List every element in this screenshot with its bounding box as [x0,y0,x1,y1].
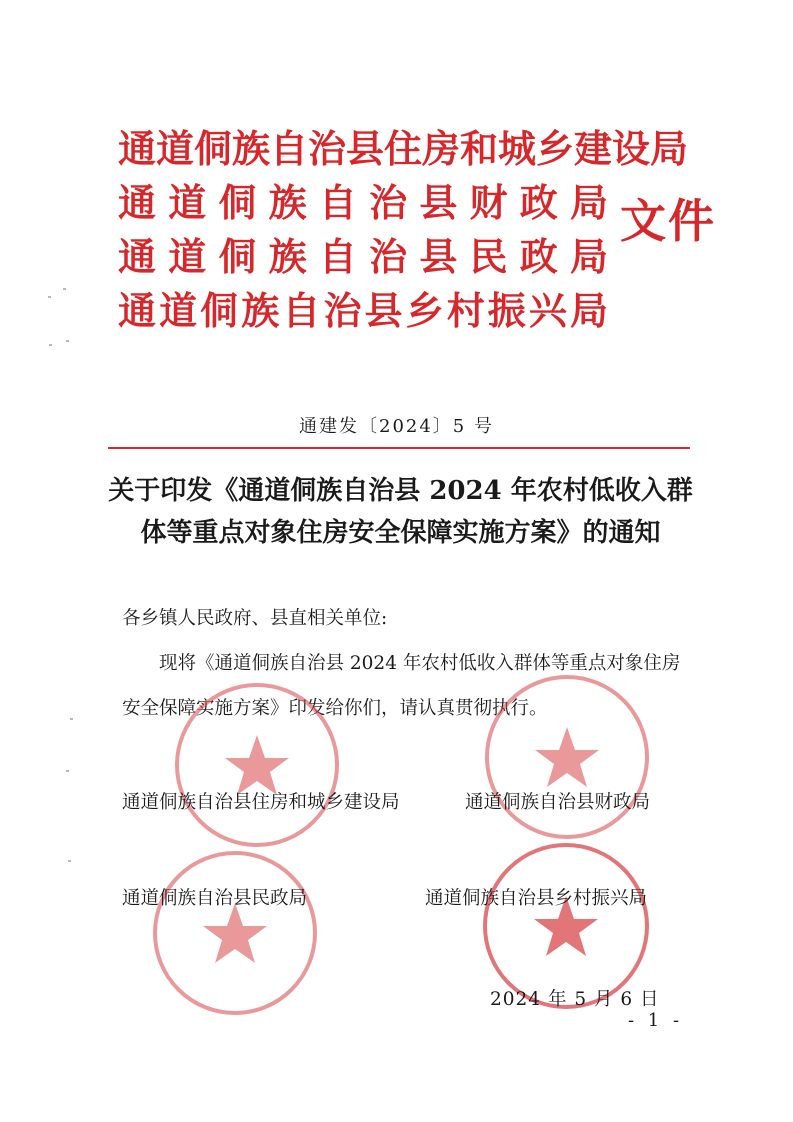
scan-speck [49,344,52,346]
issuer-civil-affairs: 通道侗族自治县民政局 [118,234,608,279]
body-paragraph: 现将《通道侗族自治县 2024 年农村低收入群体等重点对象住房安全保障实施方案》印发给你们，请认真贯彻执行。 [122,653,681,719]
scan-speck [66,770,69,772]
scan-speck [68,860,71,862]
title-line-2: 体等重点对象住房安全保障实施方案》的通知 [140,518,661,548]
issuer-housing: 通道侗族自治县住房和城乡建设局 [118,126,689,171]
finance-bureau-seal [482,672,652,842]
scan-speck [63,288,66,290]
title-line-1: 关于印发《通道侗族自治县 2024 年农村低收入群 [108,476,693,506]
document-type-label: 文件 [620,194,716,248]
document-title [108,470,693,554]
page-number: - 1 - [628,1010,684,1031]
salutation: 各乡镇人民政府、县直相关单位: [122,608,388,629]
civil-affairs-bureau-seal [150,848,320,1018]
issuer-finance: 通道侗族自治县财政局 [118,180,608,225]
scan-speck [66,340,69,342]
issue-date: 2024 年 5 月 6 日 [490,989,660,1010]
document-number: 通建发〔2024〕5 号 [299,416,494,437]
signature-civil-affairs: 通道侗族自治县民政局 [122,888,308,909]
signature-finance: 通道侗族自治县财政局 [465,792,651,813]
scan-speck [48,296,51,298]
issuer-rural-revitalization: 通道侗族自治县乡村振兴局 [118,288,608,333]
signature-housing: 通道侗族自治县住房和城乡建设局 [122,792,400,813]
red-divider-line [108,447,690,449]
signature-rural-revitalization: 通道侗族自治县乡村振兴局 [425,888,648,909]
housing-bureau-seal [172,680,342,850]
scan-speck [70,718,73,720]
